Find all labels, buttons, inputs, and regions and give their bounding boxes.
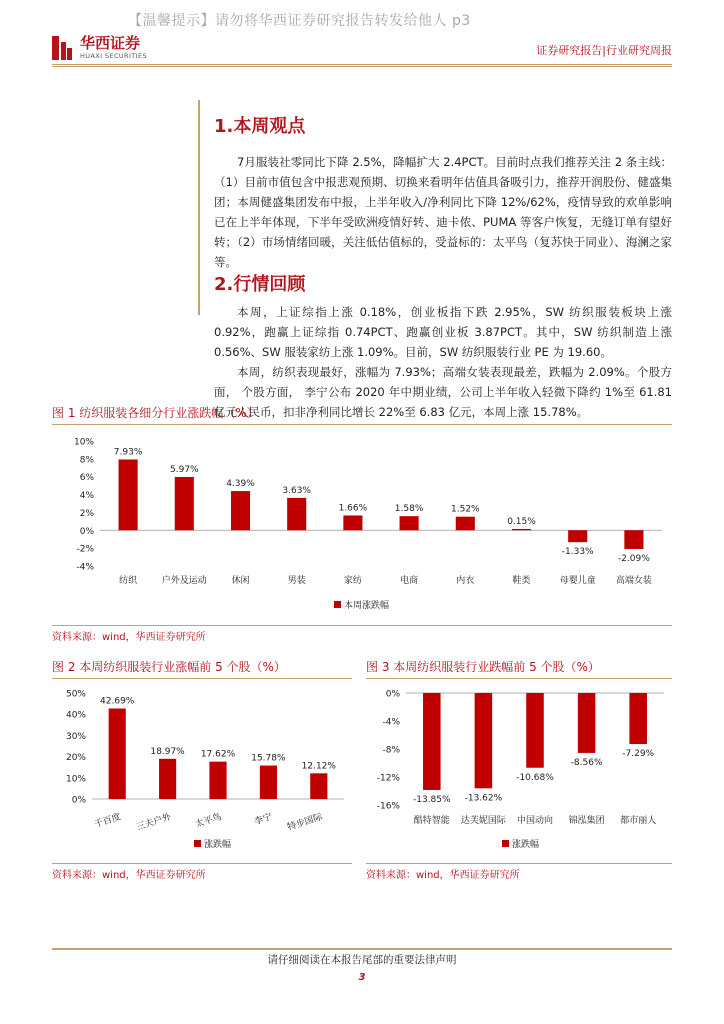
data-label: -1.33% (561, 547, 594, 558)
data-label: 1.58% (394, 504, 424, 515)
data-label: 3.63% (282, 485, 311, 496)
fig3-title: 图 3 本周纺织服装行业跌幅前 5 个股（%） (366, 660, 600, 674)
category-label: 内衣 (456, 576, 475, 586)
legend-swatch (194, 840, 201, 847)
legend-swatch (502, 840, 509, 847)
header-divider-2 (52, 66, 672, 67)
bar (159, 759, 176, 799)
y-tick-label: -4% (382, 717, 400, 728)
huaxi-logo-icon (52, 36, 72, 60)
category-label: 三夫户外 (135, 812, 173, 833)
y-tick-label: 40% (65, 710, 86, 721)
category-label: 母婴儿童 (559, 576, 596, 586)
y-tick-label: -8% (382, 745, 400, 756)
header-divider (52, 64, 672, 65)
category-label: 电商 (400, 576, 419, 586)
bar (343, 515, 362, 530)
data-label: -8.56% (570, 757, 603, 768)
category-label: 高端女装 (615, 576, 652, 586)
market-paragraph-1: 本周，上证综指上涨 0.18%，创业板指下跌 2.95%，SW 纺织服装板块上涨 0.92%，跑赢上证综指 0.74PCT、跑赢创业板 3.87PCT。其中，SW 纺织制造上涨 0.56%、SW 服装家纺上涨 1.09%。目前，SW 纺织服装行业 PE 为 19.60。 (214, 305, 672, 359)
market-paragraph-2: 本周，纺织表现最好，涨幅为 7.93%；高端女装表现最差，跌幅为 2.09%。个股方面， 个股方面， 李宁公布 2020 年中期业绩，公司上半年收入轻微下降约 1%至 61.81 亿元人民币，扣非净利同比增长 22%至 6.83 亿元，本周上涨 15.78%。 (214, 365, 672, 419)
bar (231, 491, 250, 530)
bar (578, 693, 596, 753)
y-tick-label: 6% (79, 473, 94, 484)
y-tick-label: 20% (65, 753, 86, 764)
bar (209, 762, 226, 799)
bar (456, 517, 475, 531)
y-tick-label: 0% (71, 795, 86, 806)
category-label: 特步国际 (286, 812, 324, 833)
fig2-chart (52, 679, 352, 861)
data-label: 1.66% (338, 503, 368, 514)
category-label: 李宁 (253, 812, 274, 828)
page-number: 3 (358, 972, 366, 983)
fig1-source: 资料来源：wind，华西证券研究所 (52, 632, 206, 643)
fig3-source: 资料来源：wind，华西证券研究所 (366, 870, 520, 881)
category-label: 休闲 (231, 576, 250, 586)
category-label: 锦泓集团 (568, 816, 605, 826)
data-label: 5.97% (170, 464, 199, 475)
bar (119, 459, 138, 530)
legend-label: 涨跌幅 (512, 840, 540, 850)
bar (400, 516, 419, 530)
footer-divider (52, 948, 672, 950)
category-label: 纺织 (119, 576, 138, 586)
data-label: 4.39% (226, 479, 255, 490)
fig1-chart (52, 425, 672, 623)
category-label: 中国动向 (516, 816, 554, 826)
bar (310, 773, 327, 799)
legend-label: 涨跌幅 (204, 840, 232, 850)
bar (423, 693, 441, 790)
legal-notice: 请仔细阅读在本报告尾部的重要法律声明 (267, 954, 457, 966)
bar (624, 530, 643, 549)
section-title-view: 1.本周观点 (214, 116, 306, 137)
category-label: 酷特智能 (413, 816, 450, 826)
data-label: -7.29% (622, 749, 655, 760)
fig1-title: 图 1 纺织服装各细分行业涨跌幅（%） (52, 406, 259, 420)
y-tick-label: 50% (65, 689, 86, 700)
y-tick-label: -16% (376, 801, 400, 812)
logo-name: 华西证券 (80, 34, 141, 52)
bar (475, 693, 493, 788)
bar (287, 498, 306, 530)
fig2-source: 资料来源：wind，华西证券研究所 (52, 870, 206, 881)
data-label: -2.09% (617, 553, 650, 564)
y-tick-label: -2% (76, 544, 94, 555)
watermark-notice: 【温馨提示】请勿将华西证券研究报告转发给他人 p3 (128, 13, 471, 29)
data-label: 17.62% (200, 749, 236, 760)
data-label: 15.78% (251, 753, 286, 764)
category-label: 鞋类 (512, 576, 531, 586)
category-label: 太平鸟 (194, 812, 223, 831)
category-label: 家纺 (343, 576, 362, 586)
legend-swatch (334, 601, 341, 608)
data-label: 42.69% (100, 696, 135, 707)
data-label: 18.97% (150, 746, 185, 757)
y-tick-label: -12% (376, 773, 400, 784)
data-label: -13.85% (413, 794, 451, 805)
section-market-paragraphs (214, 302, 672, 422)
category-label: 达芙妮国际 (460, 816, 506, 826)
category-label: 都市丽人 (620, 816, 657, 826)
bar (109, 708, 126, 799)
fig2-title: 图 2 本周纺织服装行业涨幅前 5 个股（%） (52, 660, 286, 674)
section-title-market: 2.行情回顾 (214, 274, 306, 295)
y-tick-label: -4% (76, 562, 94, 573)
bar (568, 530, 587, 542)
y-tick-label: 10% (73, 437, 94, 448)
category-label: 户外及运动 (161, 576, 207, 586)
logo-name-en: HUAXI SECURITIES (80, 52, 148, 60)
category-label: 千百度 (93, 812, 123, 831)
y-tick-label: 0% (385, 689, 400, 700)
data-label: 1.52% (451, 504, 480, 515)
y-tick-label: 2% (79, 508, 94, 519)
data-label: 12.12% (301, 761, 336, 772)
bar (260, 766, 277, 799)
category-label: 男装 (287, 576, 306, 586)
y-tick-label: 4% (79, 491, 94, 502)
data-label: -10.68% (516, 772, 554, 783)
fig3-chart (366, 679, 672, 861)
bar (629, 693, 647, 744)
y-tick-label: 0% (79, 526, 94, 537)
data-label: 0.15% (507, 516, 536, 527)
bar (512, 529, 531, 530)
bar (526, 693, 544, 768)
left-accent-bar (198, 100, 200, 315)
data-label: -13.62% (464, 793, 503, 804)
section-view-paragraph: 7月服装社零同比下降 2.5%，降幅扩大 2.4PCT。目前时点我们推荐关注 2 条主线：（1）目前市值包含中报悲观预期、切换来看明年估值具备吸引力，推荐开润股份、健盛集团；本周健盛集团发布中报，上半年收入/净利同比下降 12%/62%，疫情导致的欢单影响已在上半年体现，下半年受欧洲疫情好转、迪卡侬、PUMA 等客户恢复，无缝订单有望好转；（2）市场情绪回暖，关注低估值标的，受益标的：太平鸟（复苏快于同业）、海澜之家等。 (214, 155, 672, 269)
report-type: 证券研究报告|行业研究周报 (536, 44, 672, 57)
y-tick-label: 30% (65, 731, 86, 742)
data-label: 7.93% (113, 447, 143, 458)
y-tick-label: 8% (79, 455, 94, 466)
legend-label: 本周涨跌幅 (344, 601, 390, 611)
y-tick-label: 10% (65, 774, 86, 785)
bar (175, 477, 194, 530)
